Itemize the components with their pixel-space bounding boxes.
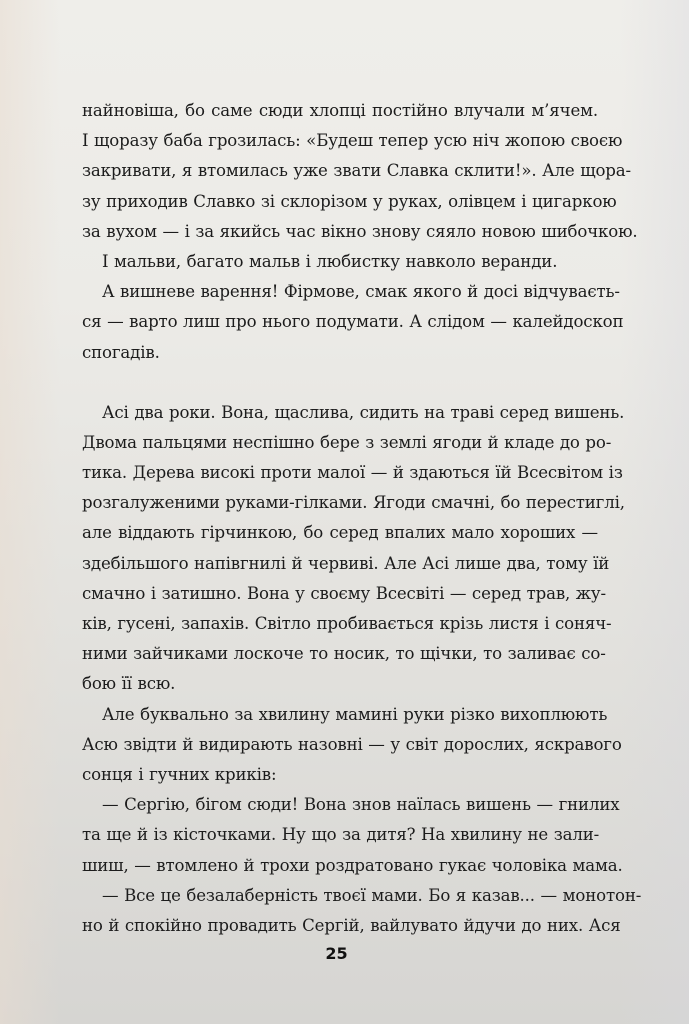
text-line: Асю звідти й видирають назовні — у світ дорослих, яскравого — [82, 734, 622, 754]
text-line: бою її всю. — [82, 674, 176, 694]
text-line: закривати, я втомилась уже звати Славка склити!». Але щора- — [82, 161, 631, 181]
paragraph — [82, 96, 638, 247]
text-line: смачно і затишно. Вона у своєму Всесвіті — серед трав, жу- — [82, 583, 606, 603]
paragraph — [82, 790, 623, 881]
page-body — [82, 96, 642, 941]
text-line: але віддають гірчинкою, бо серед впалих мало хороших — — [82, 523, 598, 543]
text-line: за вухом — і за якийсь час вікно знову сяяло новою шибочкою. — [82, 221, 638, 241]
text-line: — Сергію, бігом сюди! Вона знов наїлась вишень — гнилих — [102, 795, 620, 815]
text-line: та ще й із кісточками. Ну що за дитя? На хвилину не зали- — [82, 825, 600, 845]
text-line: Двома пальцями неспішно бере з землі ягоди й кладе до ро- — [82, 432, 612, 452]
text-line: здебільшого напівгнилі й червиві. Але Асі лише два, тому їй — [82, 553, 610, 573]
text-line: розгалуженими руками-гілками. Ягоди смачні, бо перестиглі, — [82, 493, 625, 513]
text-line: ся — варто лиш про нього подумати. А слідом — калейдоскоп — [82, 312, 624, 332]
text-line: Асі два роки. Вона, щаслива, сидить на траві серед вишень. — [102, 402, 625, 422]
text-line: А вишневе варення! Фірмове, смак якого й досі відчуваєть- — [102, 282, 620, 302]
text-line: ків, гусені, запахів. Світло пробивається крізь листя і соняч- — [82, 614, 612, 633]
paragraph — [82, 881, 642, 941]
text-line: ними зайчиками лоскоче то носик, то щічки, то заливає со- — [82, 644, 606, 664]
paragraph — [82, 247, 598, 277]
paragraph — [82, 398, 625, 700]
section-break — [82, 368, 598, 398]
text-line: тика. Дерева високі проти малої — й здаються їй Всесвітом із — [82, 463, 623, 483]
paragraph — [82, 277, 624, 368]
text-line: І мальви, багато мальв і любистку навколо веранди. — [102, 251, 558, 271]
paragraph — [82, 700, 622, 791]
text-line: но й спокійно провадить Сергій, вайлувато йдучи до них. Ася — [82, 915, 621, 935]
text-line: сонця і гучних криків: — [82, 764, 277, 784]
text-line: спогадів. — [82, 342, 160, 362]
text-line: зу приходив Славко зі склорізом у руках, олівцем і цигаркою — [82, 191, 617, 211]
text-line: найновіша, бо саме сюди хлопці постійно влучали м’ячем. — [82, 101, 598, 120]
text-line: — Все це безалаберність твоєї мами. Бо я казав... — монотон- — [102, 885, 642, 905]
text-line: шиш, — втомлено й трохи роздратовано гукає чоловіка мама. — [82, 855, 623, 875]
text-line: Але буквально за хвилину мамині руки різко вихоплюють — [102, 704, 608, 724]
text-line: І щоразу баба грозилась: «Будеш тепер усю ніч жопою своєю — [82, 131, 623, 151]
page-number: 25 — [325, 944, 348, 963]
